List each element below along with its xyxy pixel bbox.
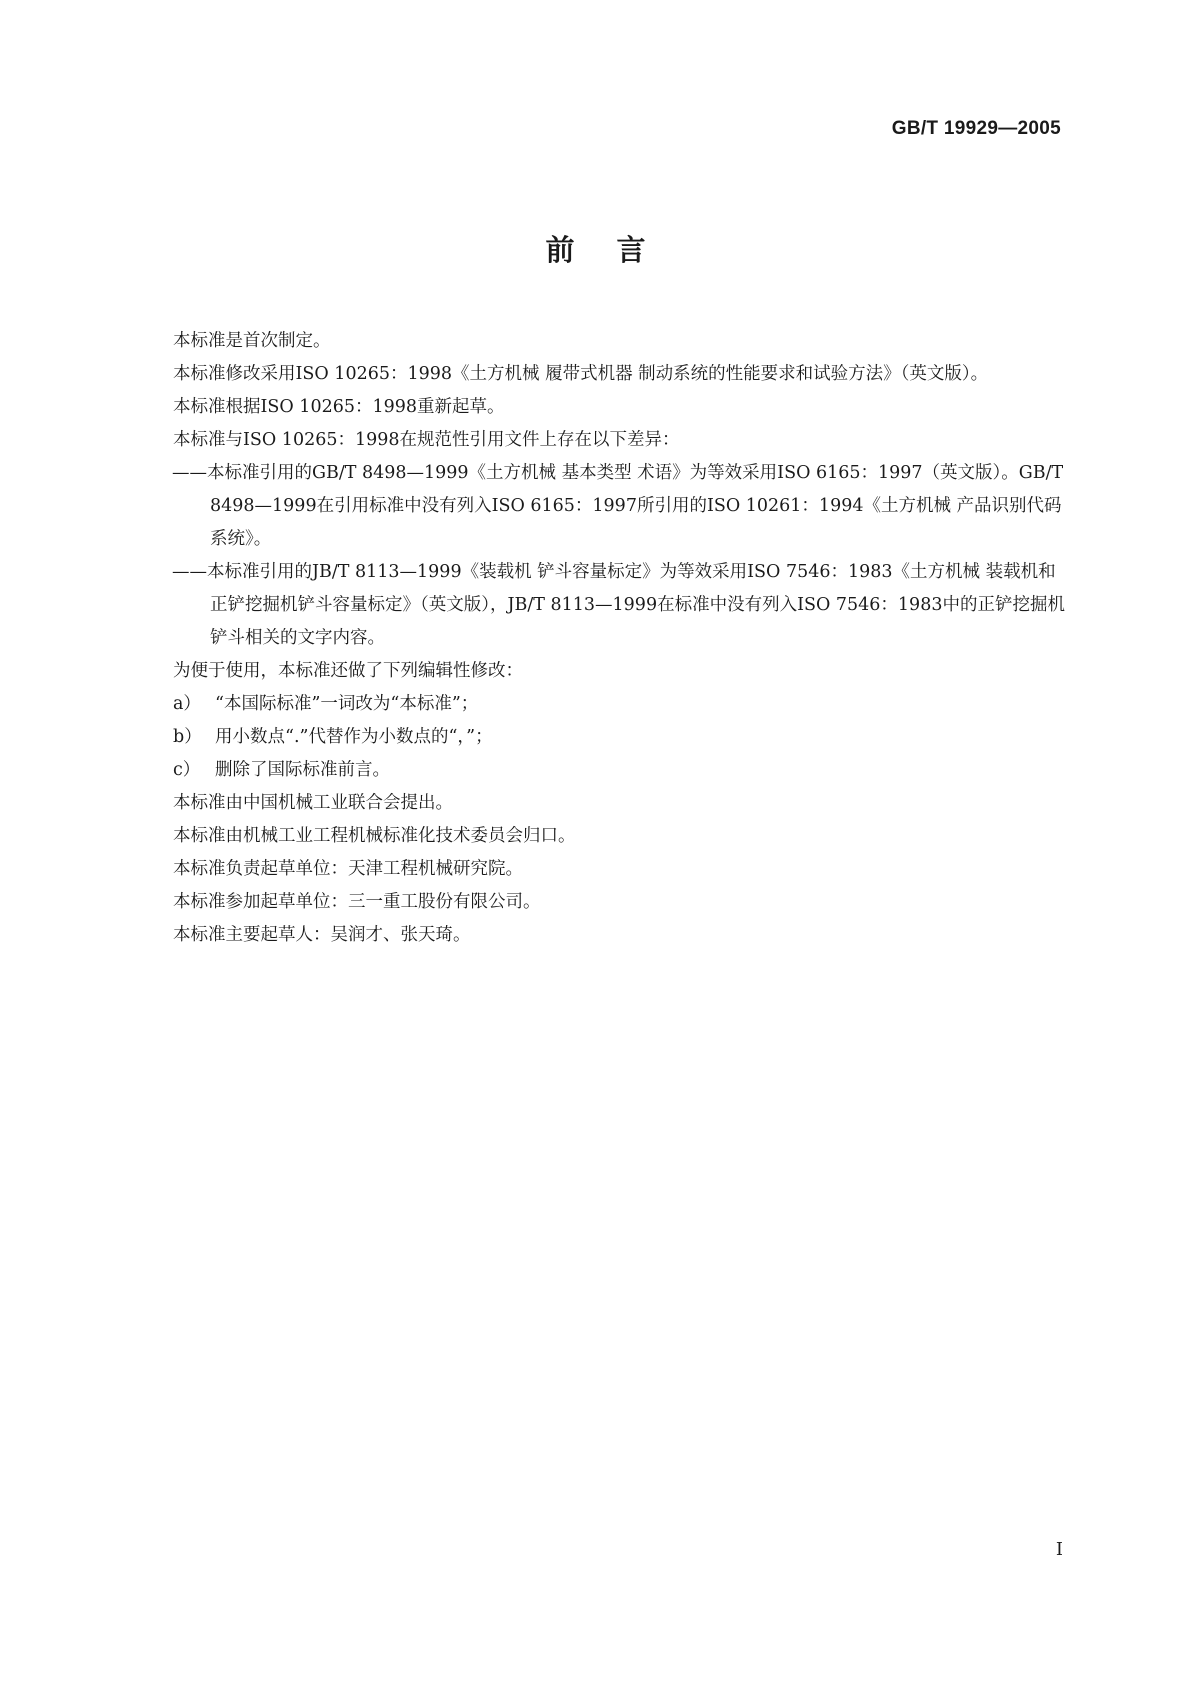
standard-code: GB/T 19929—2005 [891, 118, 1061, 139]
list-item [120, 754, 1065, 787]
list-item-text: “本国际标准”一词改为“本标准”； [215, 694, 479, 714]
list-item [120, 688, 1065, 721]
paragraph-redrafted: 本标准根据ISO 10265：1998重新起草。 [173, 397, 505, 417]
foreword-body [120, 325, 1065, 952]
paragraph-first-edition: 本标准是首次制定。 [173, 331, 331, 351]
paragraph-lead-drafter: 本标准负责起草单位：天津工程机械研究院。 [173, 859, 523, 879]
difference-item-gbt8498: ——本标准引用的GB/T 8498—1999《土方机械 基本类型 术语》为等效采用ISO 6165：1997（英文版）。GB/T 8498—1999在引用标准中没有列入ISO 6165：1997所引用的ISO 10261：1994《土方机械 产品识别代码系统》。 [172, 463, 1064, 549]
paragraph-participating-drafter: 本标准参加起草单位：三一重工股份有限公司。 [173, 892, 541, 912]
paragraph-editorial-changes: 为便于使用，本标准还做了下列编辑性修改： [173, 661, 523, 681]
list-marker: a） [173, 694, 201, 714]
paragraph-committee: 本标准由机械工业工程机械标准化技术委员会归口。 [173, 826, 576, 846]
list-item [120, 721, 1065, 754]
page-number: I [1055, 1539, 1063, 1560]
list-marker: c） [173, 760, 201, 780]
paragraph-adoption: 本标准修改采用ISO 10265：1998《土方机械 履带式机器 制动系统的性能要求和试验方法》（英文版）。 [173, 364, 989, 384]
list-item-text: 删除了国际标准前言。 [215, 760, 390, 780]
paragraph-differences: 本标准与ISO 10265：1998在规范性引用文件上存在以下差异： [173, 430, 680, 450]
paragraph-main-drafters: 本标准主要起草人：吴润才、张天琦。 [173, 925, 471, 945]
list-marker: b） [173, 727, 202, 747]
paragraph-proposer: 本标准由中国机械工业联合会提出。 [173, 793, 453, 813]
difference-item-jbt8113: ——本标准引用的JB/T 8113—1999《装载机 铲斗容量标定》为等效采用ISO 7546：1983《土方机械 装载机和正铲挖掘机铲斗容量标定》（英文版），JB/T 8113—1999在标准中没有列入ISO 7546：1983中的正铲挖掘机铲斗相关的文字内容。 [172, 562, 1065, 648]
list-item-text: 用小数点“.”代替作为小数点的“，”； [215, 727, 493, 747]
page-title: 前言 [545, 233, 688, 267]
